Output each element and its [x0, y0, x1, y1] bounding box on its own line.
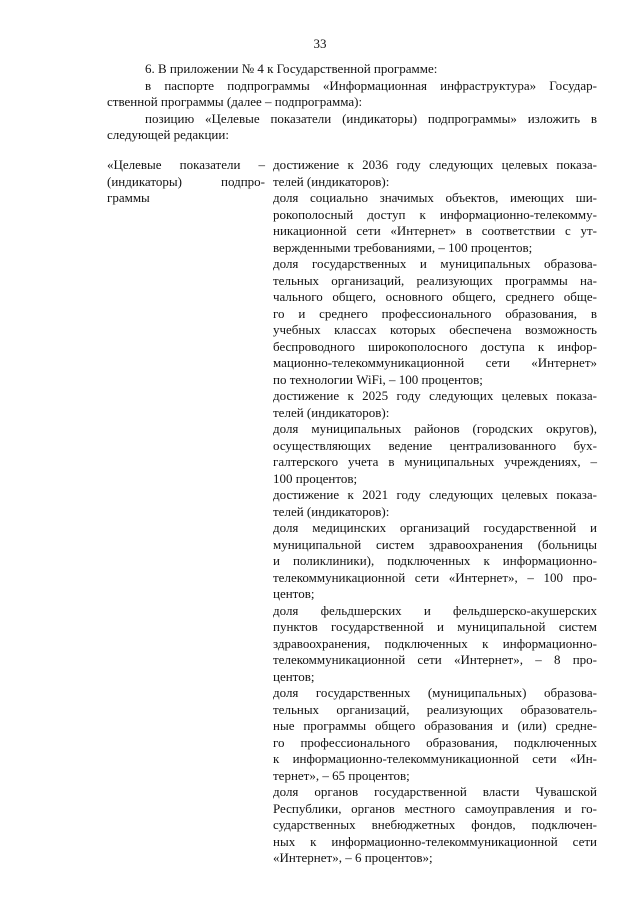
indicator-value-line: телей (индикаторов):: [273, 503, 390, 519]
indicator-value-line: здравоохранения, подключенных к информационно-: [273, 635, 597, 651]
indicator-value-line: го и среднего профессионального образования, в: [273, 305, 597, 321]
indicator-value-line: доля медицинских организаций государственной и: [273, 520, 597, 535]
indicator-label-line: «Целевые показатели –: [107, 157, 265, 172]
indicator-value-line: телей (индикаторов):: [273, 404, 390, 420]
indicator-value-line: галтерского учета в муниципальных учреждениях, –: [273, 454, 597, 469]
indicator-value-line: доля государственных и муниципальных образова-: [273, 256, 597, 271]
indicator-value-line: достижение к 2036 году следующих целевых показа-: [273, 157, 597, 172]
indicator-value-line: центов;: [273, 668, 315, 684]
indicator-value-line: осуществляющих ведение централизованного бух-: [273, 437, 597, 453]
indicator-value-line: тернет», – 65 процентов;: [273, 767, 410, 783]
indicator-label-cell: [107, 157, 265, 207]
intro-paragraph-1: [107, 78, 597, 111]
intro-paragraph-2-line: позицию «Целевые показатели (индикаторы) подпрограммы» изложить в: [145, 110, 597, 126]
indicator-value-line: телей (индикаторов):: [273, 173, 390, 189]
indicator-value-line: тельных организаций, реализующих программы на-: [273, 272, 597, 288]
indicator-value-line: рокополосный доступ к информационно-телекомму-: [273, 206, 597, 222]
indicator-label-line: (индикаторы) подпро-: [107, 173, 265, 189]
indicator-value-line: го профессионального образования, подключенных: [273, 734, 597, 750]
indicator-value-line: никационной сети «Интернет» в соответствии с ут-: [273, 223, 597, 238]
indicator-value-line: центов;: [273, 586, 315, 601]
indicator-value-line: доля государственных (муниципальных) образова-: [273, 685, 597, 700]
indicator-value-line: к информационно-телекоммуникационной сети «Ин-: [273, 751, 597, 766]
indicator-value-line: достижение к 2025 году следующих целевых показа-: [273, 388, 597, 403]
indicator-value-line: телекоммуникационной сети «Интернет», – 8 про-: [273, 652, 597, 667]
indicator-value-line: чального общего, основного общего, среднего обще-: [273, 289, 597, 304]
page-number: 33: [313, 36, 327, 51]
indicator-value-line: достижение к 2021 году следующих целевых показа-: [273, 487, 597, 502]
indicator-value-line: доля органов государственной власти Чувашской: [273, 784, 597, 799]
indicator-label-line: граммы: [107, 190, 150, 205]
indicator-value-line: 100 процентов;: [273, 470, 358, 486]
intro-paragraph-1-line: в паспорте подпрограммы «Информационная инфраструктура» Государ-: [145, 77, 597, 93]
indicator-value-line: беспроводного широкополосного доступа к инфор-: [273, 338, 597, 354]
intro-heading: 6. В приложении № 4 к Государственной программе:: [145, 61, 438, 76]
indicator-values-cell: [273, 157, 597, 867]
indicator-value-line: ные программы общего образования и (или) средне-: [273, 718, 597, 733]
indicator-value-line: муниципальной систем здравоохранения (больницы: [273, 536, 597, 552]
indicator-value-line: «Интернет», – 6 процентов»;: [273, 850, 433, 865]
indicator-value-line: по технологии WiFi, – 100 процентов;: [273, 371, 483, 387]
indicator-value-line: телекоммуникационной сети «Интернет», – 100 про-: [273, 569, 597, 585]
intro-paragraph-1-line: ственной программы (далее – подпрограмма):: [107, 94, 363, 109]
indicator-value-line: сударственных внебюджетных фондов, подключен-: [273, 817, 597, 832]
indicator-value-line: пунктов государственной и муниципальной систем: [273, 619, 597, 634]
intro-section: [107, 61, 597, 144]
indicator-value-line: мационно-телекоммуникационной сети «Интернет»: [273, 355, 597, 370]
intro-paragraph-2: [107, 111, 597, 144]
indicator-value-line: доля муниципальных районов (городских округов),: [273, 421, 597, 436]
intro-paragraph-2-line: следующей редакции:: [107, 127, 229, 142]
indicator-value-line: Республики, органов местного самоуправления и го-: [273, 800, 597, 816]
indicator-value-line: доля фельдшерских и фельдшерско-акушерских: [273, 602, 597, 618]
indicator-value-line: тельных организаций, реализующих образователь-: [273, 701, 597, 717]
indicator-value-line: ных к информационно-телекоммуникационной сети: [273, 833, 597, 849]
indicator-value-line: учебных классах которых обеспечена возможность: [273, 322, 597, 337]
indicator-value-line: доля социально значимых объектов, имеющих ши-: [273, 190, 597, 205]
indicator-value-line: и поликлиники), подключенных к информационно-: [273, 553, 597, 568]
indicator-value-line: вержденными требованиями, – 100 процентов;: [273, 239, 533, 255]
